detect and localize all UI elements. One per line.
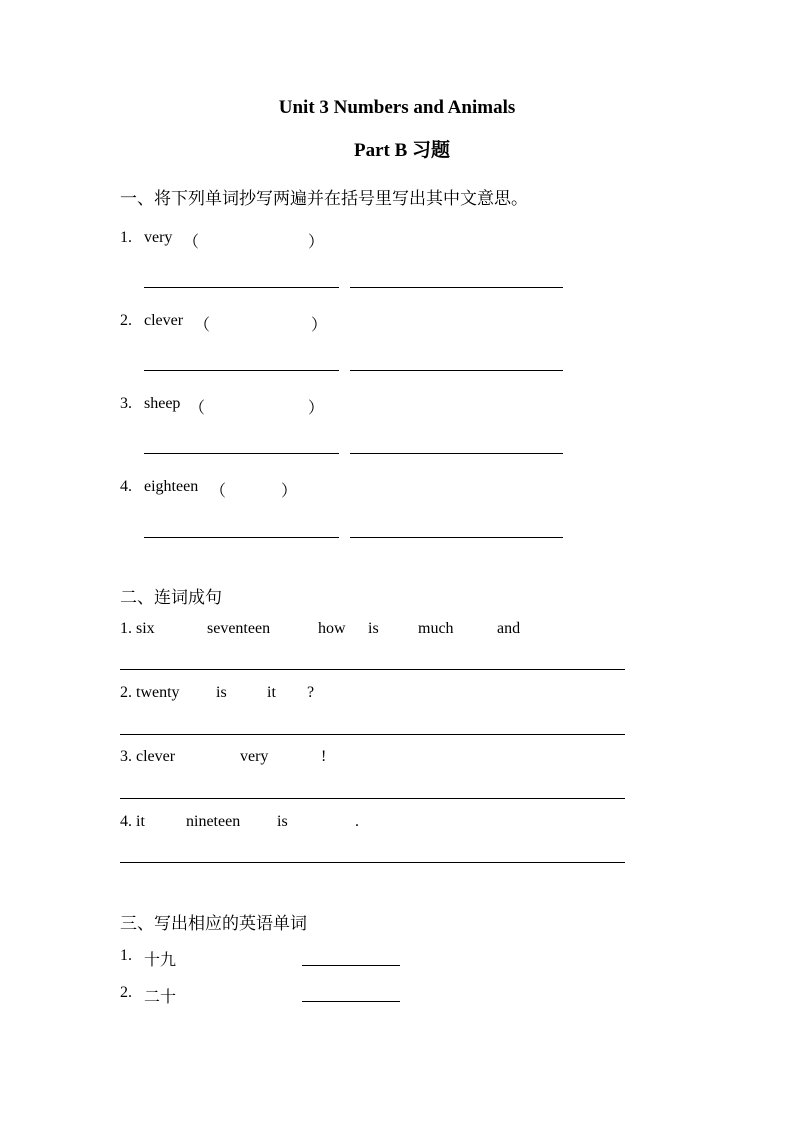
s1-open-paren: （ bbox=[183, 234, 200, 251]
s1-item-number: 1. bbox=[120, 229, 132, 246]
s2-word: very bbox=[240, 748, 269, 765]
s1-close-paren: ） bbox=[281, 483, 298, 500]
s2-word: how bbox=[318, 620, 346, 637]
answer-line-3[interactable] bbox=[120, 798, 625, 799]
copy-line-3a[interactable] bbox=[144, 453, 339, 454]
s2-word: it bbox=[267, 684, 276, 701]
s1-open-paren: （ bbox=[210, 483, 227, 500]
s2-word: seventeen bbox=[207, 620, 271, 637]
s1-open-paren: （ bbox=[189, 400, 206, 417]
s1-item-word: eighteen bbox=[144, 478, 199, 495]
s2-word: 4. it bbox=[120, 813, 145, 830]
page-subtitle: Part B 习题 bbox=[353, 140, 451, 161]
section2-heading: 二、连词成句 bbox=[120, 588, 222, 608]
copy-line-2a[interactable] bbox=[144, 370, 339, 371]
s1-item-number: 4. bbox=[120, 478, 132, 495]
s3-answer-line-2[interactable] bbox=[302, 1001, 400, 1002]
s2-word: is bbox=[368, 620, 379, 637]
s2-word: much bbox=[418, 620, 454, 637]
section1-heading: 一、将下列单词抄写两遍并在括号里写出其中文意思。 bbox=[120, 189, 528, 209]
section3-heading: 三、写出相应的英语单词 bbox=[120, 914, 307, 934]
answer-line-4[interactable] bbox=[120, 862, 625, 863]
s2-word: and bbox=[497, 620, 521, 637]
s2-word: is bbox=[277, 813, 288, 830]
copy-line-2b[interactable] bbox=[350, 370, 563, 371]
s2-word: . bbox=[355, 813, 359, 830]
s2-word: 3. clever bbox=[120, 748, 176, 765]
answer-line-2[interactable] bbox=[120, 734, 625, 735]
answer-line-1[interactable] bbox=[120, 669, 625, 670]
copy-line-4b[interactable] bbox=[350, 537, 563, 538]
page-title: Unit 3 Numbers and Animals bbox=[278, 97, 516, 118]
copy-line-1b[interactable] bbox=[350, 287, 563, 288]
s1-item-word: very bbox=[144, 229, 173, 246]
s1-item-number: 3. bbox=[120, 395, 132, 412]
s1-close-paren: ） bbox=[308, 400, 325, 417]
s2-word: is bbox=[216, 684, 227, 701]
copy-line-3b[interactable] bbox=[350, 453, 563, 454]
s1-open-paren: （ bbox=[194, 317, 211, 334]
s1-item-number: 2. bbox=[120, 312, 132, 329]
s3-chinese-word: 二十 bbox=[144, 987, 177, 1006]
s2-word: nineteen bbox=[186, 813, 241, 830]
s1-item-word: clever bbox=[144, 312, 184, 329]
s1-close-paren: ） bbox=[308, 234, 325, 251]
s2-word: ? bbox=[307, 684, 315, 701]
s2-word: ! bbox=[321, 748, 327, 765]
copy-line-4a[interactable] bbox=[144, 537, 339, 538]
copy-line-1a[interactable] bbox=[144, 287, 339, 288]
s3-item-number: 1. bbox=[120, 947, 132, 964]
s1-item-word: sheep bbox=[144, 395, 181, 412]
s1-close-paren: ） bbox=[311, 317, 328, 334]
s2-word: 2. twenty bbox=[120, 684, 180, 701]
s3-item-number: 2. bbox=[120, 984, 132, 1001]
s3-chinese-word: 十九 bbox=[144, 950, 177, 969]
s2-word: 1. six bbox=[120, 620, 155, 637]
s3-answer-line-1[interactable] bbox=[302, 965, 400, 966]
